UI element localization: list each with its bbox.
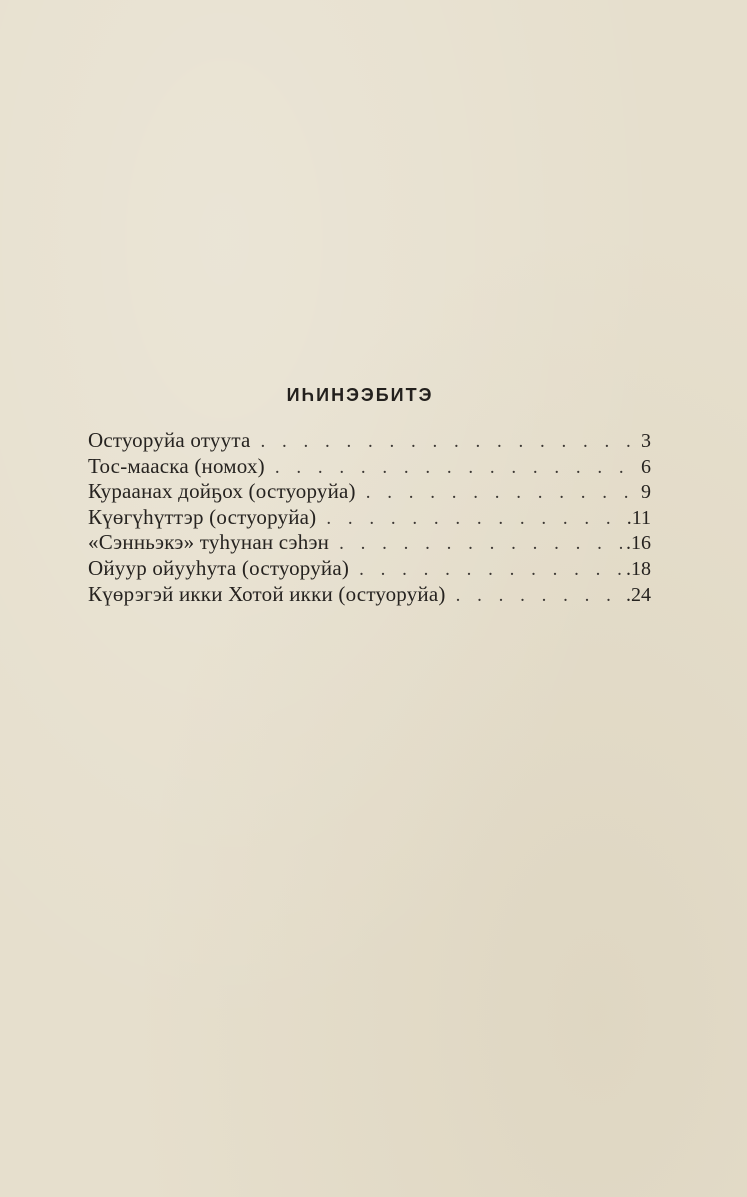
toc-entry-page: .16 bbox=[626, 532, 651, 555]
toc-entry-title: Күөгүһүттэр (остуоруйа) bbox=[88, 504, 317, 529]
toc-heading: ИҺИНЭЭБИТЭ bbox=[286, 385, 434, 405]
toc-entry bbox=[88, 530, 651, 556]
toc-entry bbox=[88, 479, 651, 505]
dot-leader bbox=[339, 531, 622, 557]
toc-entry bbox=[88, 505, 651, 531]
dot-leader bbox=[260, 429, 631, 455]
toc-entry-title: Күөрэгэй икки Хотой икки (остуоруйа) bbox=[88, 581, 446, 606]
toc-entry-page: 6 bbox=[641, 455, 651, 478]
dot-leader bbox=[326, 506, 622, 532]
toc-entry bbox=[88, 582, 651, 608]
dot-leader bbox=[275, 455, 631, 481]
toc-entry-title: «Сэнньэкэ» туһунан сэһэн bbox=[88, 530, 330, 555]
toc-entry-page: .11 bbox=[626, 506, 651, 529]
toc-entry bbox=[88, 556, 651, 582]
table-of-contents bbox=[88, 428, 651, 607]
toc-entry-page: 9 bbox=[641, 481, 651, 504]
dot-leader bbox=[366, 480, 631, 506]
toc-entry bbox=[88, 454, 651, 480]
toc-entry-page: .18 bbox=[626, 557, 651, 580]
dot-leader bbox=[359, 557, 622, 583]
toc-entry-title: Тос-мааска (номох) bbox=[88, 453, 265, 478]
toc-entry-page: 3 bbox=[641, 430, 651, 452]
toc-entry-title: Ойуур ойууһута (остуоруйа) bbox=[88, 555, 350, 580]
toc-entry bbox=[88, 428, 651, 454]
toc-entry-page: .24 bbox=[626, 583, 651, 606]
toc-entry-title: Остуоруйа отуута bbox=[88, 428, 251, 452]
toc-entry-title: Кураанах дойҕох (остуоруйа) bbox=[88, 479, 356, 504]
dot-leader bbox=[456, 583, 622, 609]
